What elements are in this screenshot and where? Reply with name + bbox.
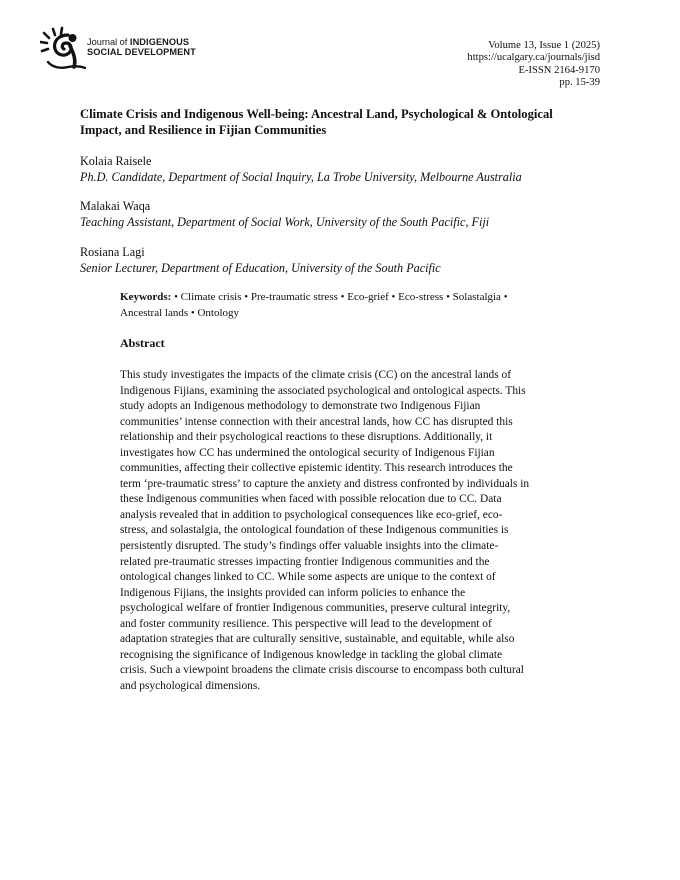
abstract-line: psychological welfare of frontier Indigenous communities, preserve cultural integrity,	[120, 602, 511, 615]
sun-spiral-figure-icon	[40, 26, 86, 72]
author-affiliation: Teaching Assistant, Department of Social Work, University of the South Pacific, Fiji	[80, 215, 490, 229]
keywords-label: Keywords:	[120, 291, 172, 303]
author-block	[80, 198, 489, 230]
title-line: Climate Crisis and Indigenous Well-being: Ancestral Land, Psychological & Ontological	[80, 107, 553, 121]
abstract-line: communities’ intense connection with their ancestral lands, how CC has disrupted this	[120, 415, 513, 428]
abstract-heading: Abstract	[120, 336, 165, 350]
abstract-line: adaptation strategies that are culturally sensitive, sustainable, and equitable, while also	[120, 633, 515, 646]
article-title	[80, 107, 600, 138]
journal-meta	[467, 40, 600, 90]
logo-journal-of: Journal of	[87, 37, 128, 47]
author-block	[80, 244, 441, 276]
abstract-line: related pre-traumatic stresses impacting frontier Indigenous communities and the	[120, 555, 490, 568]
keywords	[120, 290, 570, 321]
abstract-line: This study investigates the impacts of the climate crisis (CC) on the ancestral lands of	[120, 369, 511, 381]
abstract-line: ontological changes linked to CC. While some aspects are unique to the context of	[120, 571, 496, 584]
abstract-line: stress, and solastalgia, the ontological foundation of these Indigenous communities is	[120, 524, 509, 537]
abstract-line: Indigenous Fijians, examining the associated psychological and ontological aspects. This	[120, 384, 526, 397]
logo-social-development: SOCIAL DEVELOPMENT	[87, 47, 196, 57]
journal-url[interactable]: https://ucalgary.ca/journals/jisd	[467, 52, 600, 64]
abstract-line: persistently disrupted. The study’s findings offer valuable insights into the climate-	[120, 540, 499, 553]
author-affiliation: Ph.D. Candidate, Department of Social Inquiry, La Trobe University, Melbourne Australia	[80, 170, 522, 184]
issn: E-ISSN 2164-9170	[518, 64, 600, 76]
abstract-line: Indigenous Fijians, the insights provided can inform policies to enhance the	[120, 586, 466, 599]
abstract-line: relationship and their psychological reactions to these disruptions. Additionally, it	[120, 431, 493, 444]
abstract-line: analysis revealed that in addition to psychological consequences like eco-grief, eco-	[120, 508, 503, 521]
title-line: Impact, and Resilience in Fijian Communities	[80, 122, 327, 137]
abstract-line: communities, affecting their collective epistemic identity. This research introduces the	[120, 462, 513, 475]
author-affiliation: Senior Lecturer, Department of Education, University of the South Pacific	[80, 261, 441, 275]
author-name: Rosiana Lagi	[80, 245, 145, 259]
keywords-list: • Climate crisis • Pre-traumatic stress • Eco-grief • Eco-stress • Solastalgia •	[174, 291, 508, 303]
abstract-line: and foster community resilience. This perspective will lead to the development of	[120, 617, 492, 630]
abstract-body	[120, 368, 602, 694]
page-range: pp. 15-39	[559, 77, 600, 89]
abstract-line: these Indigenous communities when faced with possible relocation due to CC. Data	[120, 493, 502, 506]
abstract-line: term ‘pre-traumatic stress’ to capture the anxiety and distress confronted by individuals in	[120, 477, 530, 490]
volume-issue: Volume 13, Issue 1 (2025)	[488, 40, 600, 51]
logo-indigenous: INDIGENOUS	[129, 37, 190, 47]
abstract-line: recognising the significance of Indigenous knowledge in tackling the global climate	[120, 648, 503, 661]
abstract-line: crisis. Such a viewpoint broadens the climate crisis discourse to encompass both cultural	[120, 664, 524, 677]
author-name: Kolaia Raisele	[80, 154, 152, 168]
abstract-line: study adopts an Indigenous methodology to demonstrate two Indigenous Fijian	[120, 400, 481, 413]
abstract-line: investigates how CC has undermined the ontological security of Indigenous Fijian	[120, 446, 495, 459]
author-name: Malakai Waqa	[80, 199, 151, 213]
abstract-line: and psychological dimensions.	[120, 679, 261, 692]
journal-logo	[40, 26, 210, 72]
author-block	[80, 153, 522, 185]
keywords-list: Ancestral lands • Ontology	[120, 306, 240, 319]
